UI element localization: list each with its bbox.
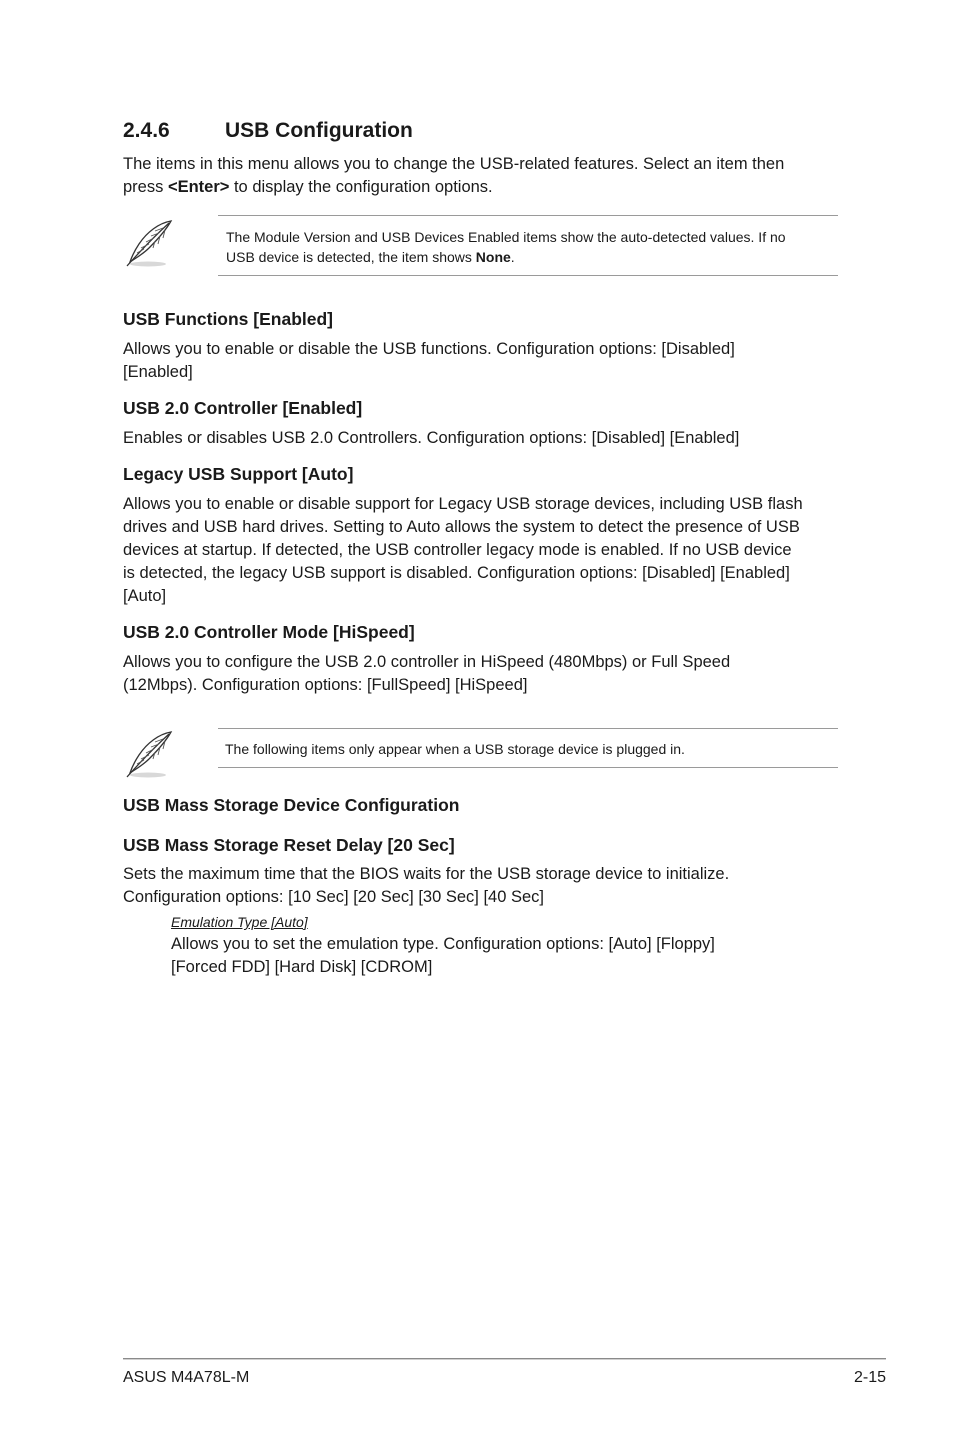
legacy-usb-desc-1: Allows you to enable or disable support for Legacy USB storage devices, including USB flash [123,495,803,513]
usb-controller-mode-desc-1: Allows you to configure the USB 2.0 controller in HiSpeed (480Mbps) or Full Speed [123,653,731,671]
legacy-usb-desc-2: drives and USB hard drives. Setting to Auto allows the system to detect the presence of USB [123,518,800,536]
mass-storage-heading: USB Mass Storage Device Configuration [123,795,460,815]
footer-page-number: 2-15 [853,1369,886,1386]
footer-model: ASUS M4A78L-M [123,1369,250,1386]
note-1-line-2 [226,247,515,267]
none-value: None [475,249,511,265]
note-2-divider-bottom [218,767,838,768]
reset-delay-heading: USB Mass Storage Reset Delay [20 Sec] [123,835,455,855]
note-1-text-end: . [510,249,515,265]
enter-key-label: <Enter> [167,178,230,196]
note-divider-top [218,215,838,216]
reset-delay-desc-1: Sets the maximum time that the BIOS waits for the USB storage device to initialize. [123,865,730,883]
note-2-divider-top [218,728,838,729]
usb-functions-heading: USB Functions [Enabled] [123,309,333,329]
intro-line-1: The items in this menu allows you to change the USB-related features. Select an item then [123,155,785,173]
note-divider-bottom [218,275,838,276]
section-number: 2.4.6 [123,119,170,142]
section-title-text: USB Configuration [225,119,413,142]
intro-text-end: to display the configuration options. [229,178,493,196]
note-1-line-1: The Module Version and USB Devices Enabled items show the auto-detected values. If no [226,229,786,245]
usb-functions-desc-1: Allows you to enable or disable the USB functions. Configuration options: [Disabled] [123,340,735,358]
note-1-text: USB device is detected, the item shows [226,249,476,265]
usb-controller-desc-1: Enables or disables USB 2.0 Controllers. Configuration options: [Disabled] [Enabled] [123,429,740,447]
feather-pen-icon [121,729,175,781]
usb-functions-desc-2: [Enabled] [123,363,193,381]
emulation-type-desc-2: [Forced FDD] [Hard Disk] [CDROM] [171,958,433,976]
legacy-usb-desc-3: devices at startup. If detected, the USB controller legacy mode is enabled. If no USB device [123,541,792,559]
intro-text: press [123,178,168,196]
emulation-type-label: Emulation Type [Auto] [171,914,308,930]
footer-divider [123,1358,886,1360]
usb-controller-heading: USB 2.0 Controller [Enabled] [123,398,363,418]
note-2-text: The following items only appear when a USB storage device is plugged in. [225,741,685,757]
emulation-type-desc-1: Allows you to set the emulation type. Configuration options: [Auto] [Floppy] [171,935,715,953]
usb-controller-mode-heading: USB 2.0 Controller Mode [HiSpeed] [123,622,415,642]
legacy-usb-heading: Legacy USB Support [Auto] [123,464,354,484]
section-title [123,119,413,143]
reset-delay-desc-2: Configuration options: [10 Sec] [20 Sec] [30 Sec] [40 Sec] [123,888,545,906]
feather-pen-icon [121,218,175,270]
legacy-usb-desc-5: [Auto] [123,587,167,605]
legacy-usb-desc-4: is detected, the legacy USB support is disabled. Configuration options: [Disabled] [Enabled] [123,564,790,582]
usb-controller-mode-desc-2: (12Mbps). Configuration options: [FullSpeed] [HiSpeed] [123,676,528,694]
intro-line-2 [123,176,493,199]
